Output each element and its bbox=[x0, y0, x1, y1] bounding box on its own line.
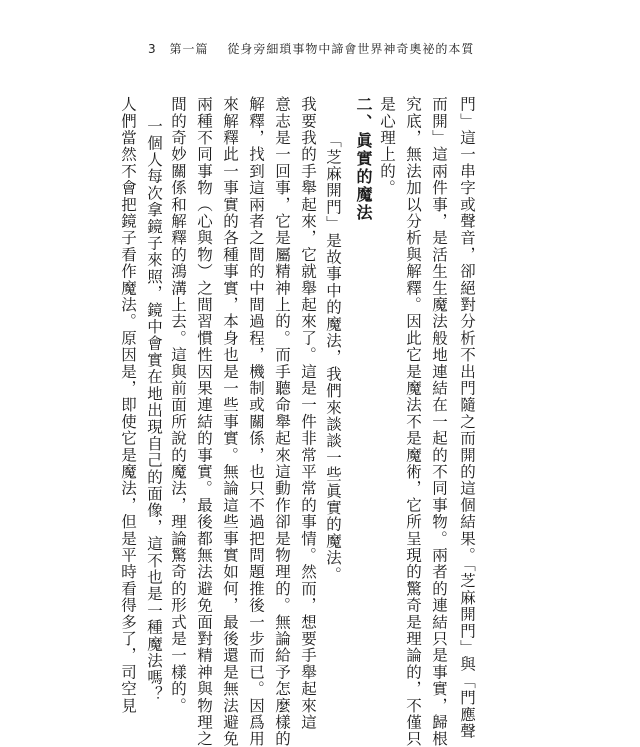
text-column: 是心理上的。 bbox=[378, 96, 396, 197]
text-column: 來解釋此一事實的各種事實，本身也是一些事實。無論這些事實如何，最後還是無法避免 bbox=[221, 96, 239, 747]
text-column: 兩種不同事物（心與物）之間習慣性因果連結的事實。最後都無法避免面對精神與物理之 bbox=[195, 96, 213, 747]
text-column: 我要我的手舉起來，它就舉起來了。這是一件非常平常的事情。然而，想要手舉起來這 bbox=[299, 96, 317, 731]
text-column: 解釋，找到這兩者之間的中間過程，機制或關係，也只不過把問題推後一步而已。因爲用 bbox=[247, 96, 265, 747]
running-header bbox=[148, 40, 474, 57]
text-column: 一個人每次拿鏡子來照，鏡中會實在地出現自己的面像，這不也是一種魔法嗎？ bbox=[145, 118, 163, 703]
text-column: 意志是一回事，它是屬精神上的。而手聽命舉起來這動作卻是物理的。無論給予怎麼樣的 bbox=[273, 96, 291, 747]
chapter-title: 從身旁細瑣事物中諦會世界神奇奧祕的本質 bbox=[227, 42, 475, 56]
part-label: 第一篇 bbox=[169, 42, 209, 56]
text-column: 「芝麻開門」是故事中的魔法，我們來談談一些眞實的魔法。 bbox=[324, 132, 342, 583]
text-column: 間的奇妙關係和解釋的鴻溝上去。這與前面所說的魔法，理論驚奇的形式是一樣的。 bbox=[169, 96, 187, 714]
text-column: 究底，無法加以分析與解釋。因此它是魔法不是魔術，它所呈現的驚奇是理論的，不僅只 bbox=[404, 96, 422, 747]
text-column: 而開」這兩件事，是活生生魔法般地連結在一起的不同事物。兩者的連結只是事實，歸根 bbox=[430, 96, 448, 747]
text-column: 人們當然不會把鏡子看作魔法。原因是，即使它是魔法，但是平時看得多了，司空見 bbox=[119, 96, 137, 714]
section-heading: 二、眞實的魔法 bbox=[354, 96, 373, 222]
page-number: 3 bbox=[148, 42, 157, 56]
text-column: 門」這一串字或聲音，卻絕對分析不出門隨之而開的這個結果。「芝麻開門」與「門應聲 bbox=[458, 96, 476, 740]
